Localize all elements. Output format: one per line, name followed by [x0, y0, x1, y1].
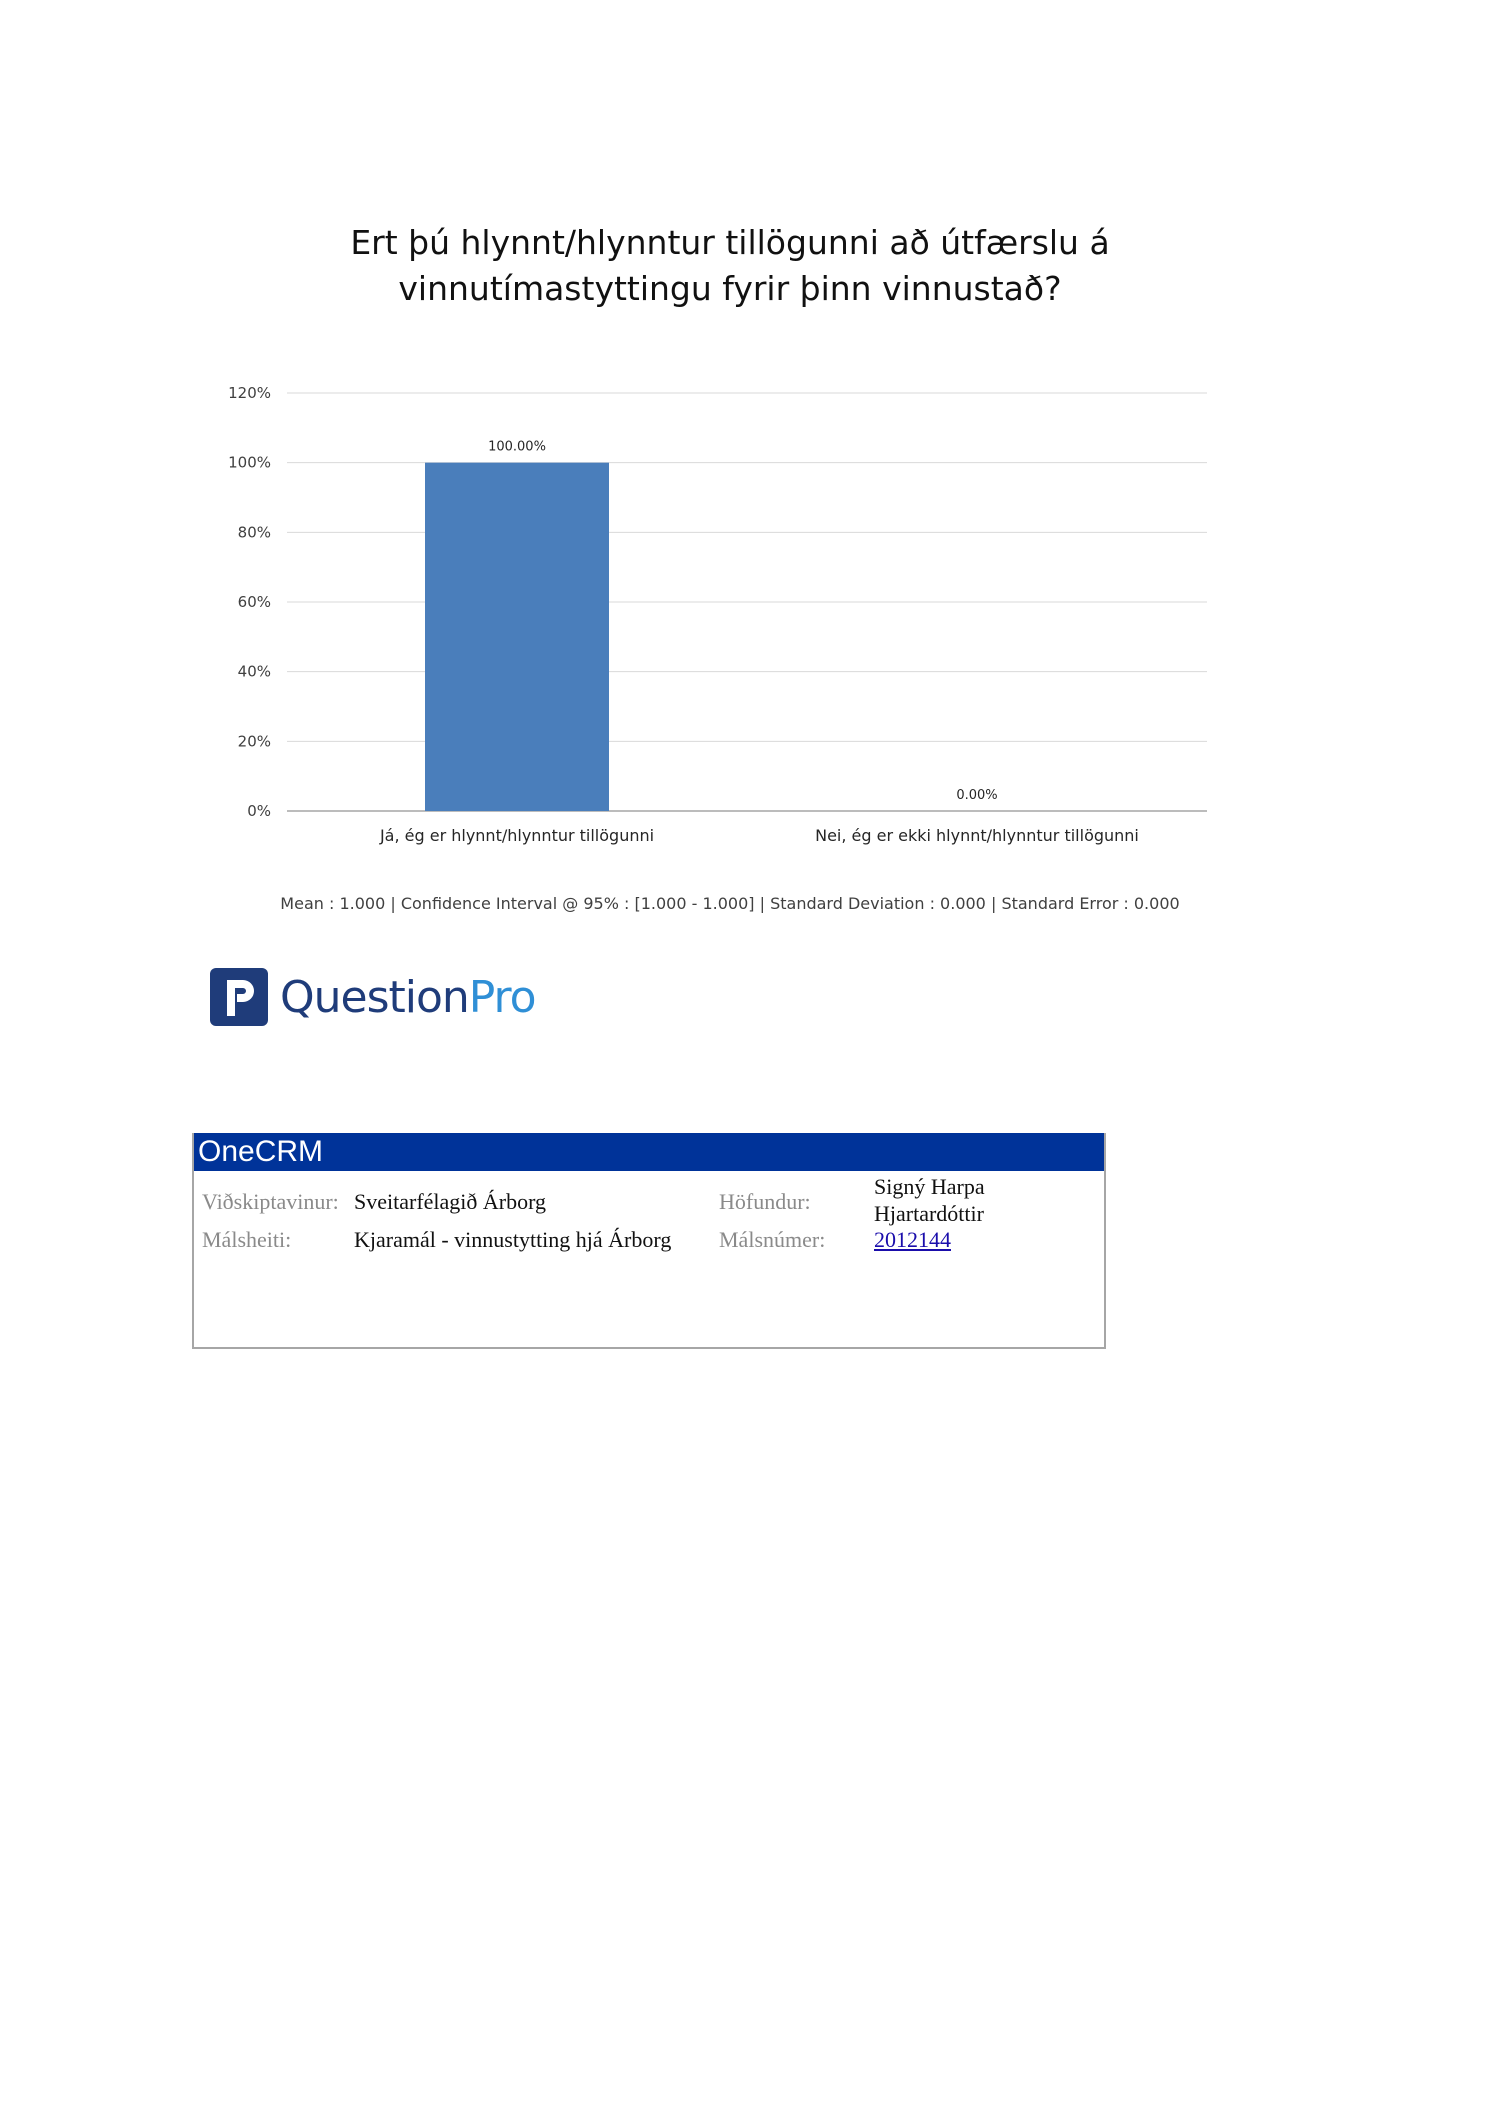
bar-data-label: 100.00% — [488, 439, 546, 455]
customer-value: Sveitarfélagið Árborg — [354, 1189, 547, 1214]
bar-data-label: 0.00% — [956, 788, 998, 803]
stat-std-error: Standard Error : 0.000 — [1001, 894, 1180, 913]
questionpro-logo — [210, 965, 536, 1029]
stat-separator: | — [990, 894, 997, 913]
subject-label: Málsheiti: — [202, 1227, 292, 1252]
logo-text-pro: Pro — [468, 971, 536, 1023]
bar — [425, 463, 609, 811]
y-tick-label: 120% — [228, 384, 271, 402]
chart-title-line-2: vinnutímastyttingu fyrir þinn vinnustað? — [398, 269, 1062, 308]
logo-text-question: Question — [280, 971, 469, 1023]
x-category-label: Já, ég er hlynnt/hlynntur tillögunni — [379, 826, 655, 845]
y-tick-label: 0% — [247, 802, 271, 820]
stat-mean: Mean : 1.000 — [280, 894, 386, 913]
customer-label: Viðskiptavinur: — [202, 1189, 339, 1214]
chart-title — [300, 220, 1160, 312]
stat-confidence-interval: Confidence Interval @ 95% : [1.000 - 1.000] — [400, 894, 755, 913]
stat-separator: | — [390, 894, 396, 913]
author-label: Höfundur: — [719, 1189, 811, 1214]
stat-std-dev: Standard Deviation : 0.000 — [770, 894, 986, 913]
author-value — [874, 1173, 985, 1227]
y-tick-label: 60% — [237, 593, 271, 611]
case-number-link[interactable]: 2012144 — [874, 1227, 951, 1252]
y-tick-label: 20% — [237, 732, 271, 751]
y-tick-label: 100% — [228, 453, 271, 472]
y-tick-label: 40% — [237, 662, 271, 681]
questionpro-logo-text — [280, 972, 536, 1023]
onecrm-box — [192, 1133, 1106, 1349]
y-tick-label: 80% — [237, 523, 271, 542]
case-number-label: Málsnúmer: — [719, 1227, 826, 1252]
stat-separator: | — [759, 894, 765, 913]
questionpro-logo-icon — [210, 968, 268, 1026]
onecrm-header: OneCRM — [194, 1133, 1104, 1171]
stats-summary — [200, 894, 1260, 913]
bar-chart — [0, 360, 1500, 860]
author-first-name: Signý Harpa — [874, 1174, 985, 1199]
subject-value: Kjaramál - vinnustytting hjá Árborg — [354, 1227, 672, 1252]
chart-title-line-1: Ert þú hlynnt/hlynntur tillögunni að útfærslu á — [350, 223, 1110, 262]
x-category-label: Nei, ég er ekki hlynnt/hlynntur tillögunni — [815, 826, 1139, 845]
author-last-name: Hjartardóttir — [874, 1201, 984, 1226]
